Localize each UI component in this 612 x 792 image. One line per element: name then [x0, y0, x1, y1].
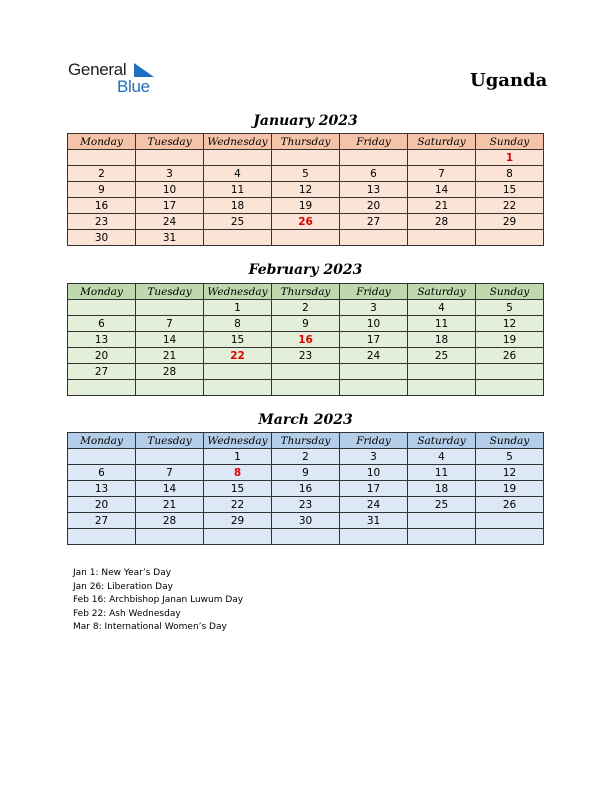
day-cell: 1	[476, 150, 544, 166]
day-cell: 27	[68, 364, 136, 380]
empty-day-cell	[272, 529, 340, 545]
day-cell: 4	[408, 300, 476, 316]
day-cell: 22	[204, 497, 272, 513]
day-cell: 24	[136, 214, 204, 230]
day-cell: 11	[204, 182, 272, 198]
calendar-table	[67, 432, 544, 545]
day-cell: 20	[68, 497, 136, 513]
country-title: Uganda	[470, 70, 548, 91]
weekday-header: Sunday	[476, 433, 544, 449]
day-cell: 9	[272, 316, 340, 332]
day-cell: 20	[68, 348, 136, 364]
day-cell: 19	[476, 481, 544, 497]
day-cell: 6	[68, 316, 136, 332]
weekday-header: Friday	[340, 134, 408, 150]
day-cell: 26	[476, 497, 544, 513]
week-row	[68, 150, 544, 166]
day-cell: 13	[68, 332, 136, 348]
week-row	[68, 166, 544, 182]
empty-day-cell	[204, 529, 272, 545]
weekday-header: Wednesday	[204, 134, 272, 150]
empty-day-cell	[476, 230, 544, 246]
day-cell: 2	[68, 166, 136, 182]
weekday-header: Friday	[340, 433, 408, 449]
day-cell: 8	[204, 465, 272, 481]
day-cell: 12	[476, 316, 544, 332]
day-cell: 13	[340, 182, 408, 198]
empty-day-cell	[476, 364, 544, 380]
day-cell: 18	[204, 198, 272, 214]
empty-day-cell	[272, 230, 340, 246]
day-cell: 14	[136, 481, 204, 497]
logo-triangle-icon	[134, 63, 154, 77]
day-cell: 4	[408, 449, 476, 465]
weekday-header: Sunday	[476, 284, 544, 300]
holiday-item: Mar 8: International Women’s Day	[73, 622, 227, 632]
week-row	[68, 316, 544, 332]
day-cell: 10	[340, 465, 408, 481]
empty-day-cell	[408, 150, 476, 166]
day-cell: 14	[408, 182, 476, 198]
day-cell: 17	[340, 481, 408, 497]
day-cell: 19	[272, 198, 340, 214]
day-cell: 27	[68, 513, 136, 529]
day-cell: 31	[340, 513, 408, 529]
day-cell: 1	[204, 300, 272, 316]
calendar-table	[67, 133, 544, 246]
weekday-header: Saturday	[408, 433, 476, 449]
day-cell: 13	[68, 481, 136, 497]
week-row	[68, 300, 544, 316]
day-cell: 26	[476, 348, 544, 364]
day-cell: 3	[340, 300, 408, 316]
empty-day-cell	[272, 150, 340, 166]
day-cell: 12	[476, 465, 544, 481]
month-title: January 2023	[253, 113, 358, 129]
week-row	[68, 513, 544, 529]
day-cell: 30	[68, 230, 136, 246]
day-cell: 18	[408, 481, 476, 497]
day-cell: 21	[136, 348, 204, 364]
weekday-header: Wednesday	[204, 284, 272, 300]
empty-day-cell	[136, 300, 204, 316]
day-cell: 16	[68, 198, 136, 214]
weekday-header: Thursday	[272, 433, 340, 449]
empty-day-cell	[476, 380, 544, 396]
week-row	[68, 497, 544, 513]
week-row	[68, 198, 544, 214]
empty-day-cell	[136, 150, 204, 166]
holiday-item: Jan 26: Liberation Day	[73, 581, 173, 592]
day-cell: 3	[340, 449, 408, 465]
empty-day-cell	[68, 529, 136, 545]
day-cell: 12	[272, 182, 340, 198]
empty-day-cell	[408, 513, 476, 529]
empty-day-cell	[340, 380, 408, 396]
week-row	[68, 449, 544, 465]
weekday-header: Tuesday	[136, 284, 204, 300]
day-cell: 28	[136, 513, 204, 529]
day-cell: 23	[68, 214, 136, 230]
empty-day-cell	[340, 230, 408, 246]
week-row	[68, 182, 544, 198]
holiday-item: Jan 1: New Year’s Day	[73, 568, 172, 578]
day-cell: 24	[340, 348, 408, 364]
day-cell: 20	[340, 198, 408, 214]
day-cell: 5	[272, 166, 340, 182]
empty-day-cell	[340, 150, 408, 166]
day-cell: 6	[68, 465, 136, 481]
weekday-header: Tuesday	[136, 134, 204, 150]
empty-day-cell	[340, 529, 408, 545]
empty-day-cell	[136, 380, 204, 396]
day-cell: 9	[68, 182, 136, 198]
day-cell: 27	[340, 214, 408, 230]
week-row	[68, 364, 544, 380]
day-cell: 15	[476, 182, 544, 198]
weekday-header: Saturday	[408, 134, 476, 150]
day-cell: 25	[408, 497, 476, 513]
empty-day-cell	[340, 364, 408, 380]
day-cell: 24	[340, 497, 408, 513]
day-cell: 10	[136, 182, 204, 198]
day-cell: 11	[408, 465, 476, 481]
empty-day-cell	[68, 300, 136, 316]
day-cell: 10	[340, 316, 408, 332]
day-cell: 3	[136, 166, 204, 182]
week-row	[68, 230, 544, 246]
weekday-header: Friday	[340, 284, 408, 300]
day-cell: 11	[408, 316, 476, 332]
brand-logo	[68, 60, 168, 100]
day-cell: 16	[272, 332, 340, 348]
empty-day-cell	[136, 529, 204, 545]
empty-day-cell	[204, 380, 272, 396]
weekday-header: Saturday	[408, 284, 476, 300]
day-cell: 17	[340, 332, 408, 348]
day-cell: 7	[408, 166, 476, 182]
empty-day-cell	[476, 529, 544, 545]
weekday-header-row	[68, 433, 544, 449]
day-cell: 7	[136, 316, 204, 332]
month-title: February 2023	[248, 262, 363, 278]
day-cell: 28	[136, 364, 204, 380]
day-cell: 14	[136, 332, 204, 348]
month-title: March 2023	[258, 412, 353, 428]
empty-day-cell	[204, 150, 272, 166]
day-cell: 4	[204, 166, 272, 182]
holiday-item: Feb 22: Ash Wednesday	[73, 608, 181, 619]
day-cell: 8	[204, 316, 272, 332]
day-cell: 23	[272, 497, 340, 513]
empty-day-cell	[136, 449, 204, 465]
empty-day-cell	[204, 364, 272, 380]
empty-day-cell	[408, 230, 476, 246]
day-cell: 28	[408, 214, 476, 230]
weekday-header: Monday	[68, 284, 136, 300]
week-row	[68, 348, 544, 364]
empty-day-cell	[476, 513, 544, 529]
day-cell: 1	[204, 449, 272, 465]
day-cell: 29	[476, 214, 544, 230]
day-cell: 31	[136, 230, 204, 246]
logo-word-general: General	[68, 60, 127, 79]
day-cell: 21	[408, 198, 476, 214]
day-cell: 15	[204, 481, 272, 497]
holiday-list	[73, 567, 243, 635]
weekday-header: Monday	[68, 433, 136, 449]
week-row	[68, 380, 544, 396]
day-cell: 6	[340, 166, 408, 182]
calendar-table	[67, 283, 544, 396]
day-cell: 5	[476, 300, 544, 316]
day-cell: 8	[476, 166, 544, 182]
empty-day-cell	[68, 150, 136, 166]
weekday-header: Sunday	[476, 134, 544, 150]
day-cell: 19	[476, 332, 544, 348]
day-cell: 2	[272, 300, 340, 316]
weekday-header-row	[68, 134, 544, 150]
weekday-header: Monday	[68, 134, 136, 150]
logo-word-blue: Blue	[117, 77, 150, 96]
day-cell: 5	[476, 449, 544, 465]
day-cell: 22	[476, 198, 544, 214]
day-cell: 22	[204, 348, 272, 364]
weekday-header: Thursday	[272, 284, 340, 300]
day-cell: 2	[272, 449, 340, 465]
day-cell: 18	[408, 332, 476, 348]
empty-day-cell	[272, 380, 340, 396]
day-cell: 29	[204, 513, 272, 529]
week-row	[68, 214, 544, 230]
day-cell: 21	[136, 497, 204, 513]
weekday-header-row	[68, 284, 544, 300]
week-row	[68, 332, 544, 348]
empty-day-cell	[408, 364, 476, 380]
day-cell: 17	[136, 198, 204, 214]
week-row	[68, 465, 544, 481]
day-cell: 23	[272, 348, 340, 364]
day-cell: 26	[272, 214, 340, 230]
weekday-header: Thursday	[272, 134, 340, 150]
day-cell: 25	[204, 214, 272, 230]
empty-day-cell	[408, 380, 476, 396]
empty-day-cell	[204, 230, 272, 246]
day-cell: 30	[272, 513, 340, 529]
empty-day-cell	[68, 449, 136, 465]
weekday-header: Tuesday	[136, 433, 204, 449]
empty-day-cell	[272, 364, 340, 380]
holiday-item: Feb 16: Archbishop Janan Luwum Day	[73, 595, 244, 605]
empty-day-cell	[68, 380, 136, 396]
day-cell: 15	[204, 332, 272, 348]
week-row	[68, 529, 544, 545]
weekday-header: Wednesday	[204, 433, 272, 449]
day-cell: 25	[408, 348, 476, 364]
day-cell: 16	[272, 481, 340, 497]
day-cell: 7	[136, 465, 204, 481]
empty-day-cell	[408, 529, 476, 545]
day-cell: 9	[272, 465, 340, 481]
week-row	[68, 481, 544, 497]
